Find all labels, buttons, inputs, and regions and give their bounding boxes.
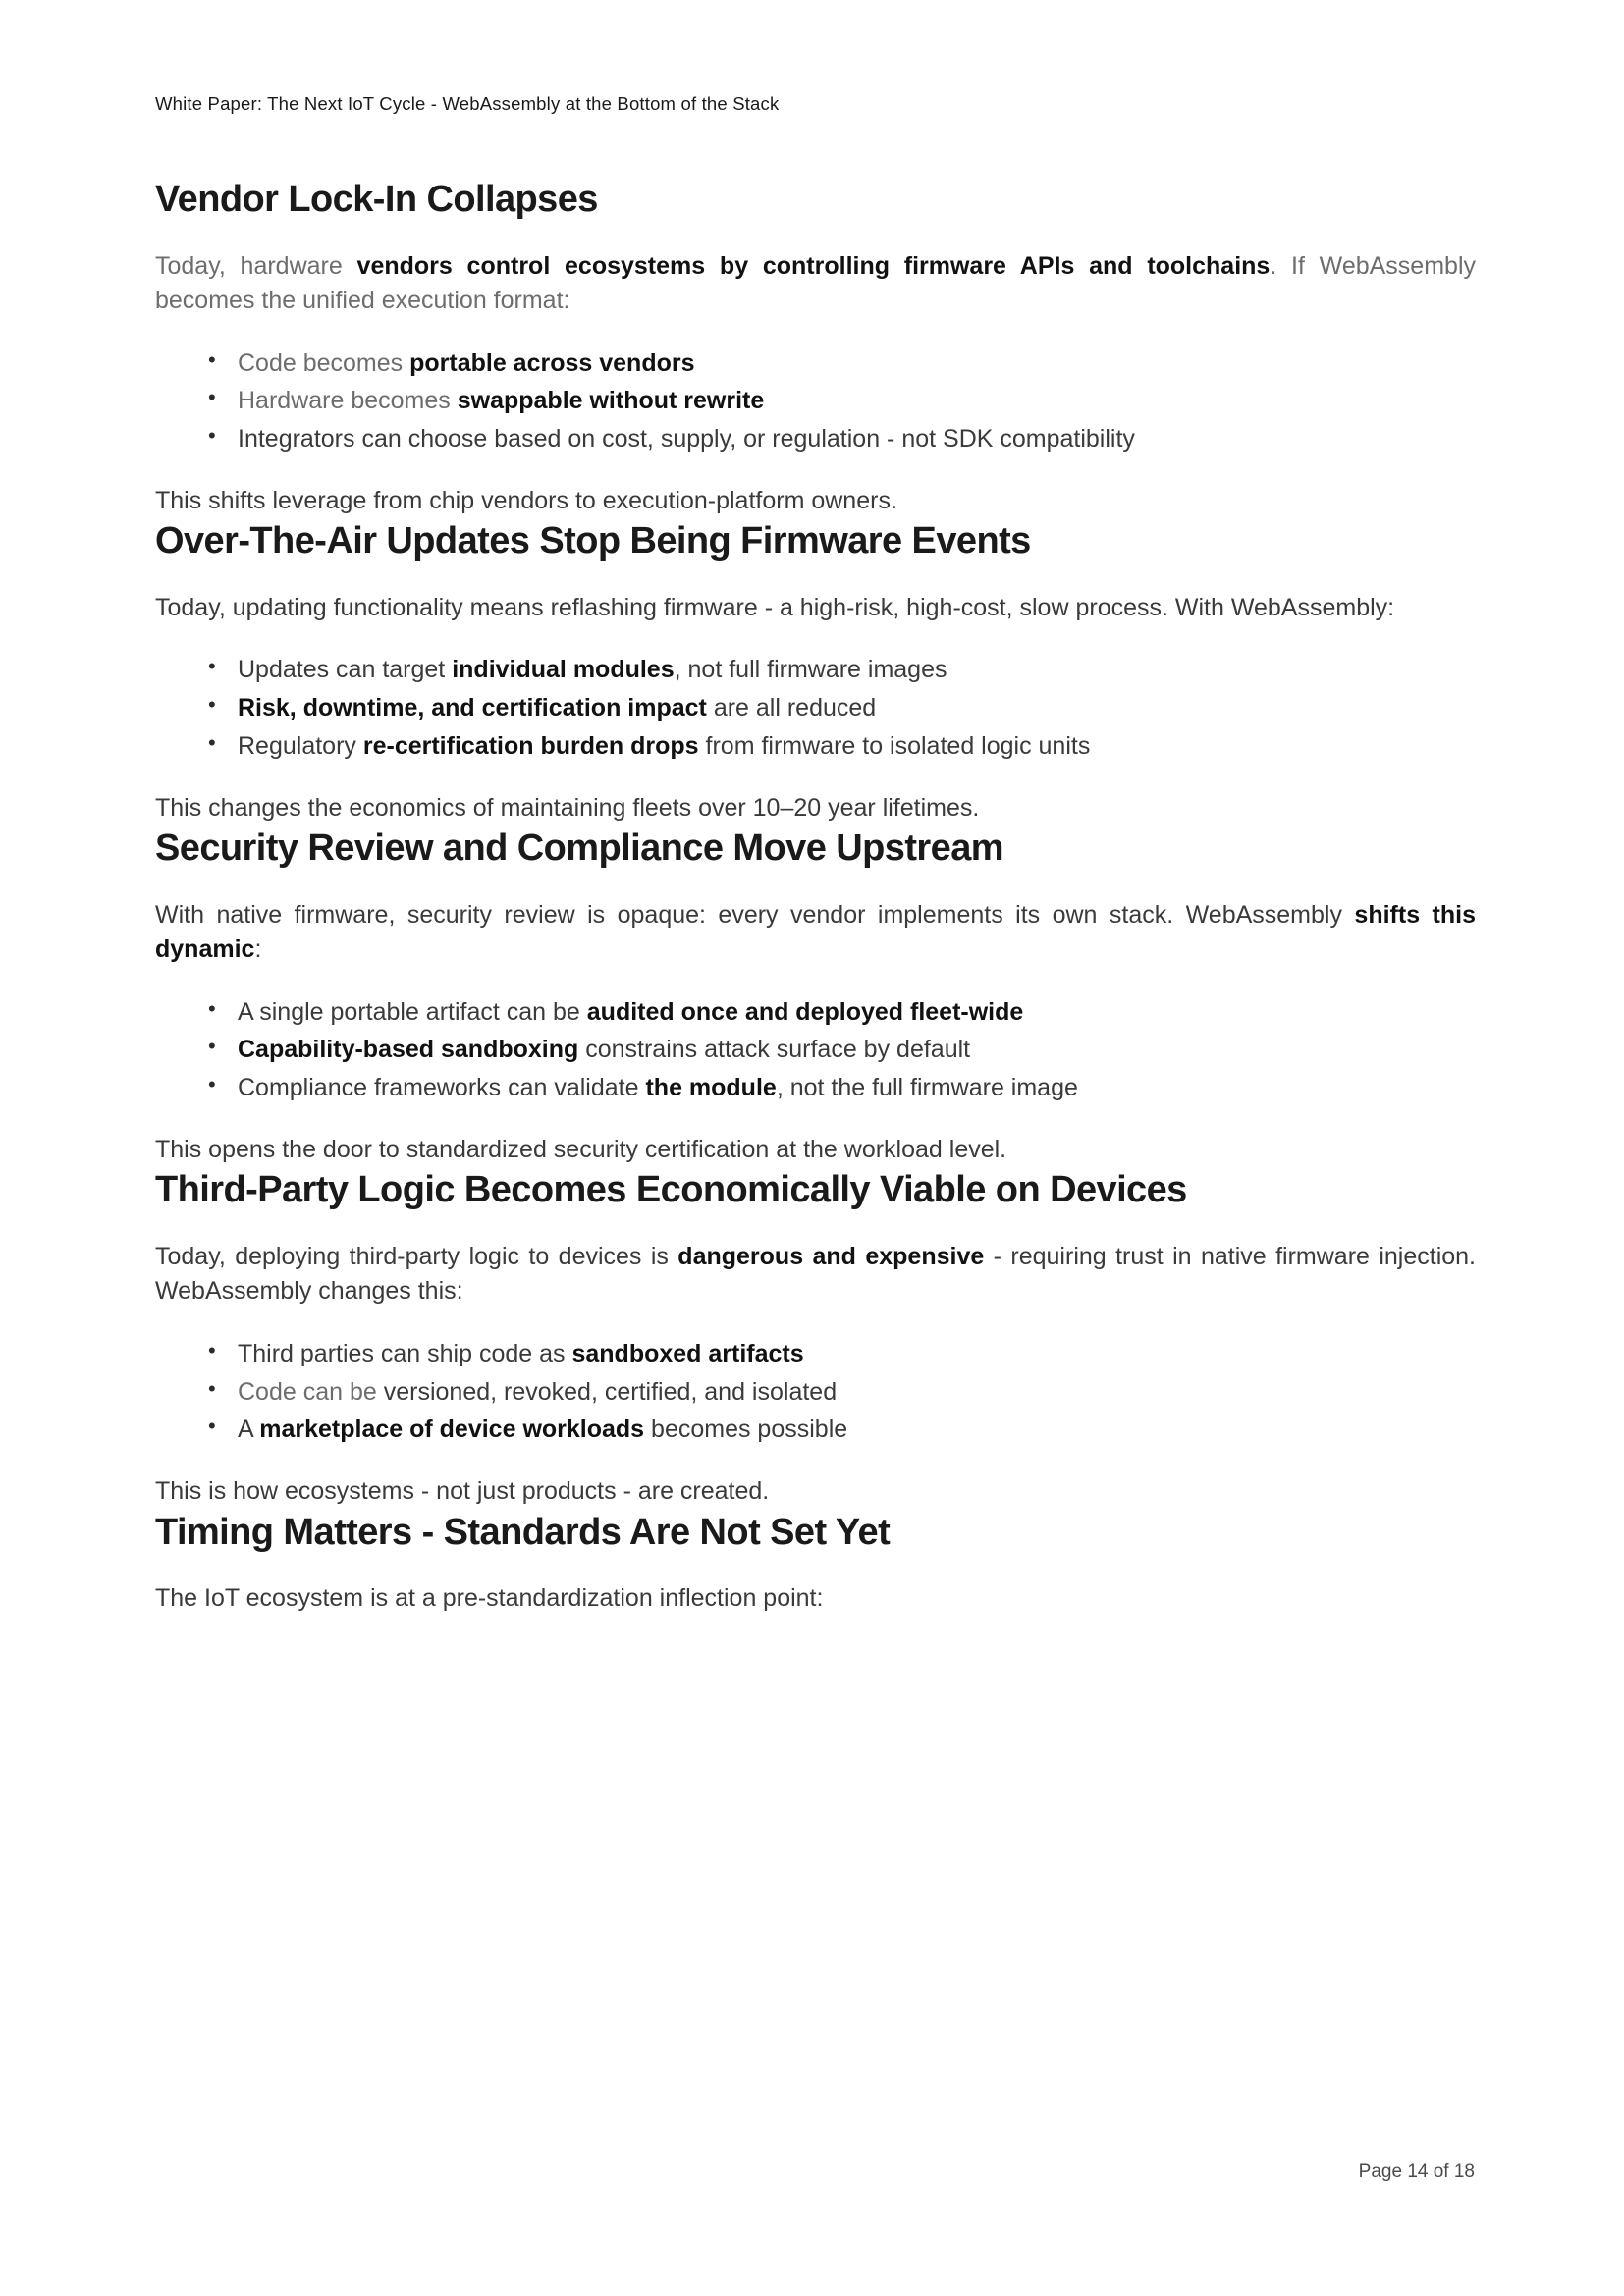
section-ota-updates: [155, 518, 1476, 826]
section-intro-paragraph: Today, hardware vendors control ecosystems by controlling firmware APIs and toolchains. If WebAssembly becomes the unified execution format:: [155, 251, 1476, 314]
section-closing-paragraph: This is how ecosystems - not just products - are created.: [155, 1477, 770, 1505]
section-closing-paragraph: This shifts leverage from chip vendors to execution-platform owners.: [155, 486, 897, 514]
section-intro-paragraph: The IoT ecosystem is at a pre-standardization inflection point:: [155, 1584, 824, 1612]
section-intro-paragraph: With native firmware, security review is opaque: every vendor implements its own stack. WebAssembly shifts this dynamic:: [155, 900, 1476, 963]
section-closing-paragraph: This opens the door to standardized security certification at the workload level.: [155, 1135, 1007, 1163]
section-bullet-list: [155, 1335, 1476, 1449]
list-item: • Risk, downtime, and certification impact are all reduced: [200, 689, 1476, 727]
list-item: • Compliance frameworks can validate the module, not the full firmware image: [200, 1069, 1476, 1107]
section-third-party-logic: [155, 1167, 1476, 1509]
list-item: • Capability-based sandboxing constrains attack surface by default: [200, 1031, 1476, 1069]
section-security-review: [155, 826, 1476, 1167]
section-heading: Vendor Lock-In Collapses: [155, 179, 598, 220]
section-heading: Security Review and Compliance Move Upstream: [155, 828, 1003, 869]
section-heading: Over-The-Air Updates Stop Being Firmware Events: [155, 520, 1031, 562]
section-heading: Timing Matters - Standards Are Not Set Yet: [155, 1511, 891, 1553]
list-item: • Third parties can ship code as sandboxed artifacts: [200, 1335, 1476, 1373]
section-timing-matters: [155, 1510, 1476, 1617]
section-bullet-list: [155, 993, 1476, 1107]
section-vendor-lock-in: [155, 177, 1476, 518]
list-item: • Code becomes portable across vendors: [200, 345, 1476, 383]
section-closing-paragraph: This changes the economics of maintaining fleets over 10–20 year lifetimes.: [155, 793, 980, 822]
list-item: • Code can be versioned, revoked, certified, and isolated: [200, 1373, 1476, 1412]
list-item: • A marketplace of device workloads becomes possible: [200, 1411, 1476, 1449]
section-bullet-list: [155, 345, 1476, 458]
section-heading: Third-Party Logic Becomes Economically Viable on Devices: [155, 1169, 1187, 1211]
section-bullet-list: [155, 651, 1476, 765]
page-number: Page 14 of 18: [1358, 2162, 1475, 2182]
document-header: White Paper: The Next IoT Cycle - WebAssembly at the Bottom of the Stack: [155, 93, 780, 114]
list-item: • A single portable artifact can be audited once and deployed fleet-wide: [200, 993, 1476, 1032]
section-intro-paragraph: Today, deploying third-party logic to devices is dangerous and expensive - requiring trust in native firmware injection. WebAssembly changes this:: [155, 1242, 1476, 1306]
list-item: • Regulatory re-certification burden drops from firmware to isolated logic units: [200, 727, 1476, 766]
document-body: [155, 177, 1476, 1617]
list-item: • Hardware becomes swappable without rewrite: [200, 382, 1476, 420]
list-item: • Integrators can choose based on cost, supply, or regulation - not SDK compatibility: [200, 420, 1476, 458]
list-item: • Updates can target individual modules, not full firmware images: [200, 651, 1476, 689]
section-intro-paragraph: Today, updating functionality means reflashing firmware - a high-risk, high-cost, slow process. With WebAssembly:: [155, 593, 1395, 621]
